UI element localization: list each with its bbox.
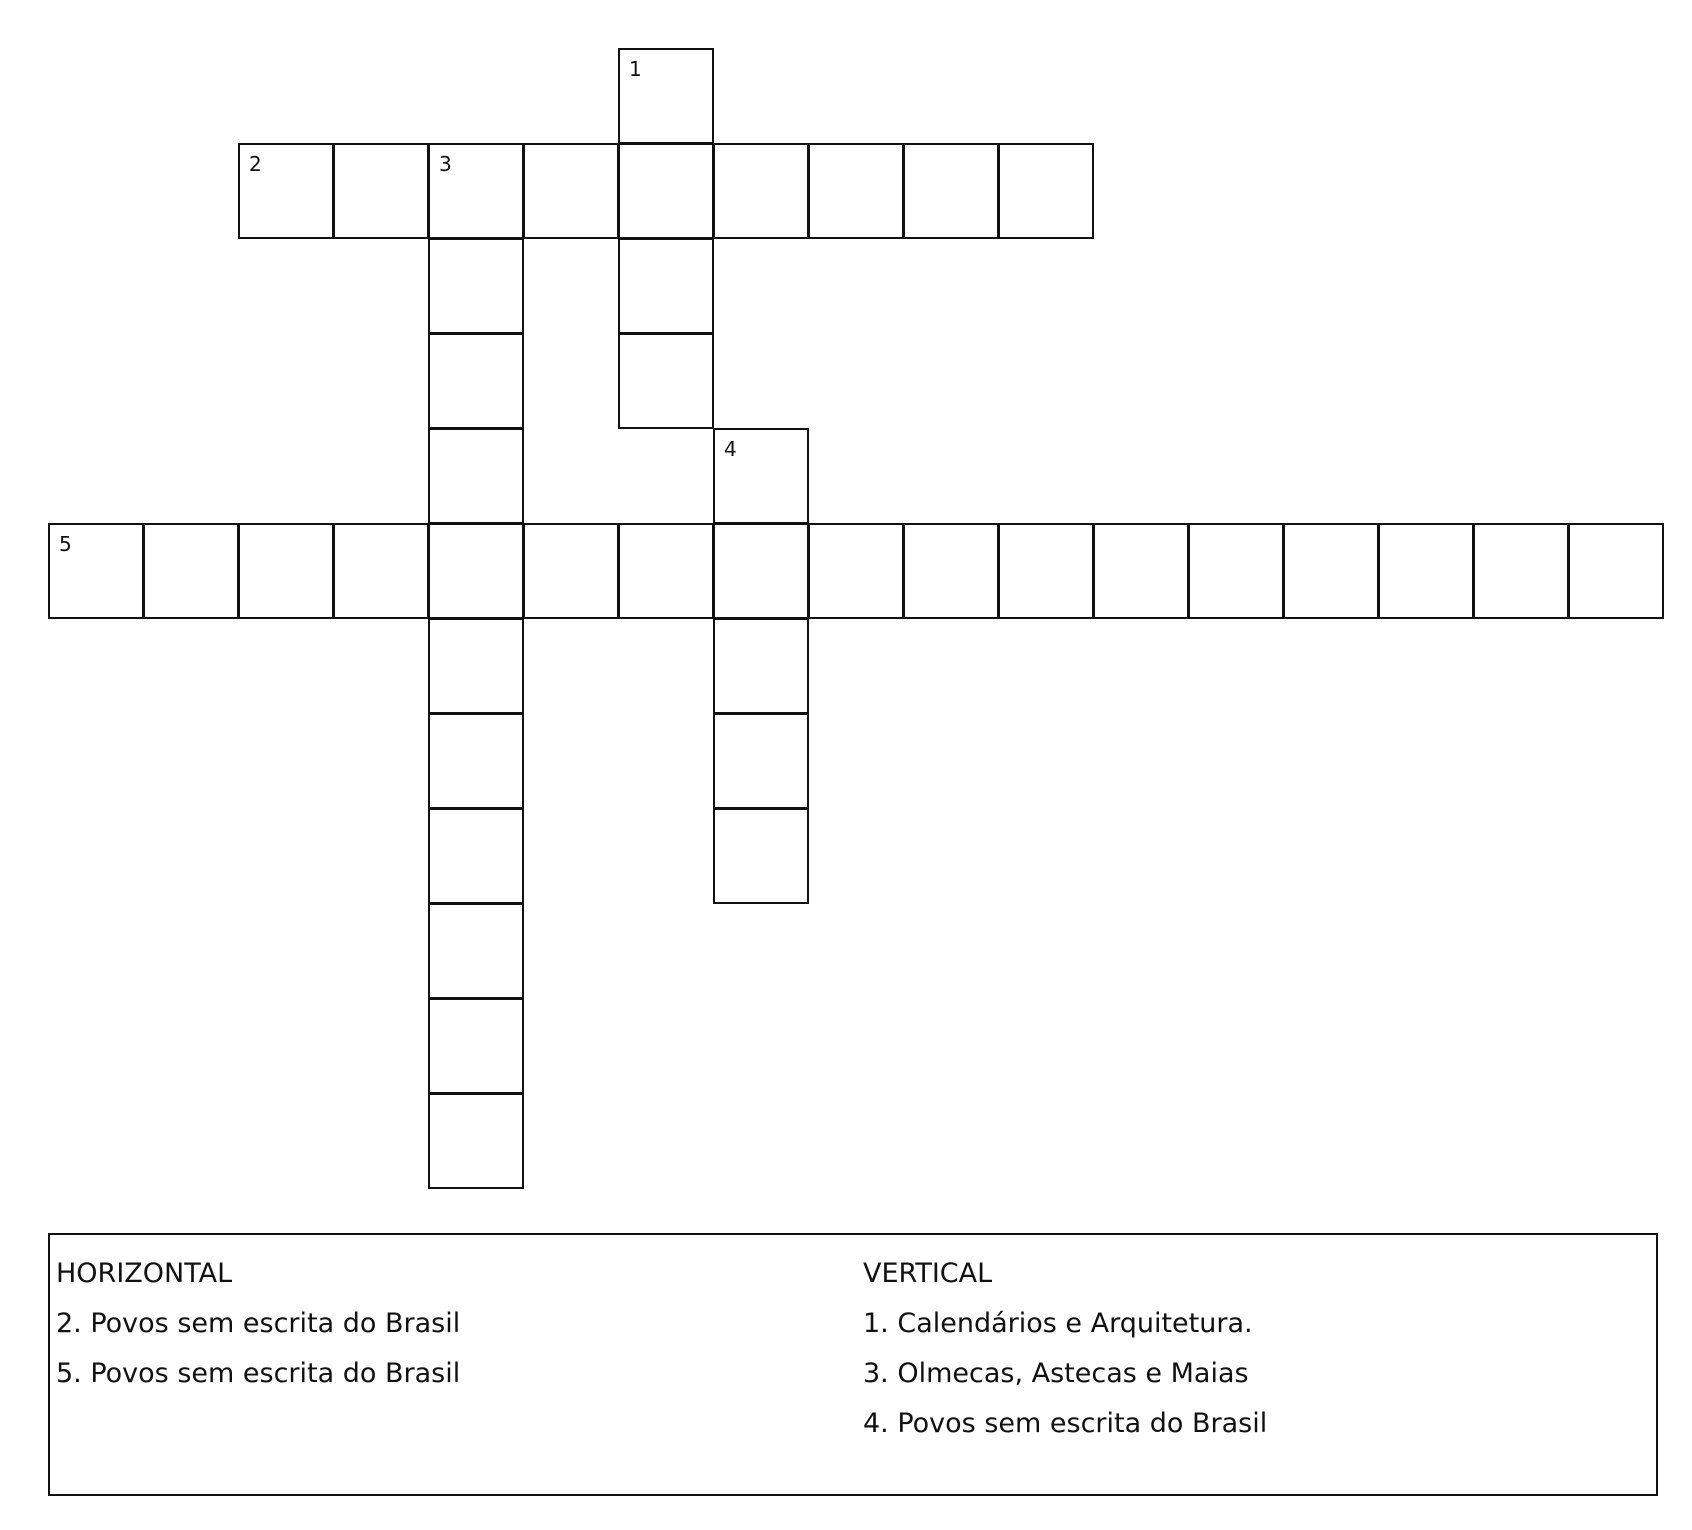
clue-horizontal-5: 5. Povos sem escrita do Brasil xyxy=(56,1358,461,1389)
crossword-cell[interactable] xyxy=(1473,523,1569,619)
clue-number: 4 xyxy=(724,437,737,461)
vertical-clues xyxy=(863,1249,1267,1449)
crossword-cell[interactable] xyxy=(428,1093,524,1189)
clues-box xyxy=(48,1233,1658,1496)
crossword-cell[interactable] xyxy=(428,618,524,714)
crossword-cell[interactable] xyxy=(1283,523,1379,619)
crossword-cell[interactable] xyxy=(238,523,334,619)
crossword-cell[interactable] xyxy=(523,523,619,619)
crossword-cell[interactable] xyxy=(903,143,999,239)
clue-number: 1 xyxy=(629,57,642,81)
crossword-cell[interactable] xyxy=(333,143,429,239)
crossword-cell[interactable] xyxy=(1568,523,1664,619)
clue-vertical-3: 3. Olmecas, Astecas e Maias xyxy=(863,1358,1249,1389)
crossword-cell[interactable] xyxy=(1093,523,1189,619)
crossword-cell[interactable] xyxy=(998,143,1094,239)
crossword-cell[interactable] xyxy=(48,523,144,619)
clue-number: 2 xyxy=(249,152,262,176)
crossword-cell[interactable] xyxy=(808,143,904,239)
crossword-cell[interactable] xyxy=(808,523,904,619)
crossword-cell[interactable] xyxy=(618,333,714,429)
crossword-cell[interactable] xyxy=(238,143,334,239)
crossword-cell[interactable] xyxy=(143,523,239,619)
crossword-cell[interactable] xyxy=(713,523,809,619)
crossword-cell[interactable] xyxy=(428,143,524,239)
crossword-cell[interactable] xyxy=(428,998,524,1094)
clue-number: 5 xyxy=(59,532,72,556)
crossword-cell[interactable] xyxy=(428,428,524,524)
clue-horizontal-2: 2. Povos sem escrita do Brasil xyxy=(56,1308,461,1339)
crossword-cell[interactable] xyxy=(618,238,714,334)
crossword-cell[interactable] xyxy=(713,428,809,524)
horizontal-clues xyxy=(56,1249,460,1399)
crossword-cell[interactable] xyxy=(428,903,524,999)
clue-vertical-1: 1. Calendários e Arquitetura. xyxy=(863,1308,1253,1339)
crossword-cell[interactable] xyxy=(1188,523,1284,619)
clue-vertical-4: 4. Povos sem escrita do Brasil xyxy=(863,1408,1268,1439)
crossword-cell[interactable] xyxy=(618,523,714,619)
crossword-cell[interactable] xyxy=(998,523,1094,619)
crossword-cell[interactable] xyxy=(618,48,714,144)
crossword-cell[interactable] xyxy=(713,808,809,904)
crossword-cell[interactable] xyxy=(428,713,524,809)
horizontal-heading: HORIZONTAL xyxy=(56,1258,233,1289)
crossword-cell[interactable] xyxy=(428,333,524,429)
crossword-cell[interactable] xyxy=(903,523,999,619)
crossword-cell[interactable] xyxy=(523,143,619,239)
crossword-cell[interactable] xyxy=(713,713,809,809)
crossword-cell[interactable] xyxy=(428,808,524,904)
crossword-cell[interactable] xyxy=(618,143,714,239)
crossword-cell[interactable] xyxy=(713,618,809,714)
crossword-cell[interactable] xyxy=(428,523,524,619)
clue-number: 3 xyxy=(439,152,452,176)
crossword-cell[interactable] xyxy=(428,238,524,334)
crossword-cell[interactable] xyxy=(333,523,429,619)
crossword-cell[interactable] xyxy=(713,143,809,239)
vertical-heading: VERTICAL xyxy=(863,1258,993,1289)
crossword-cell[interactable] xyxy=(1378,523,1474,619)
